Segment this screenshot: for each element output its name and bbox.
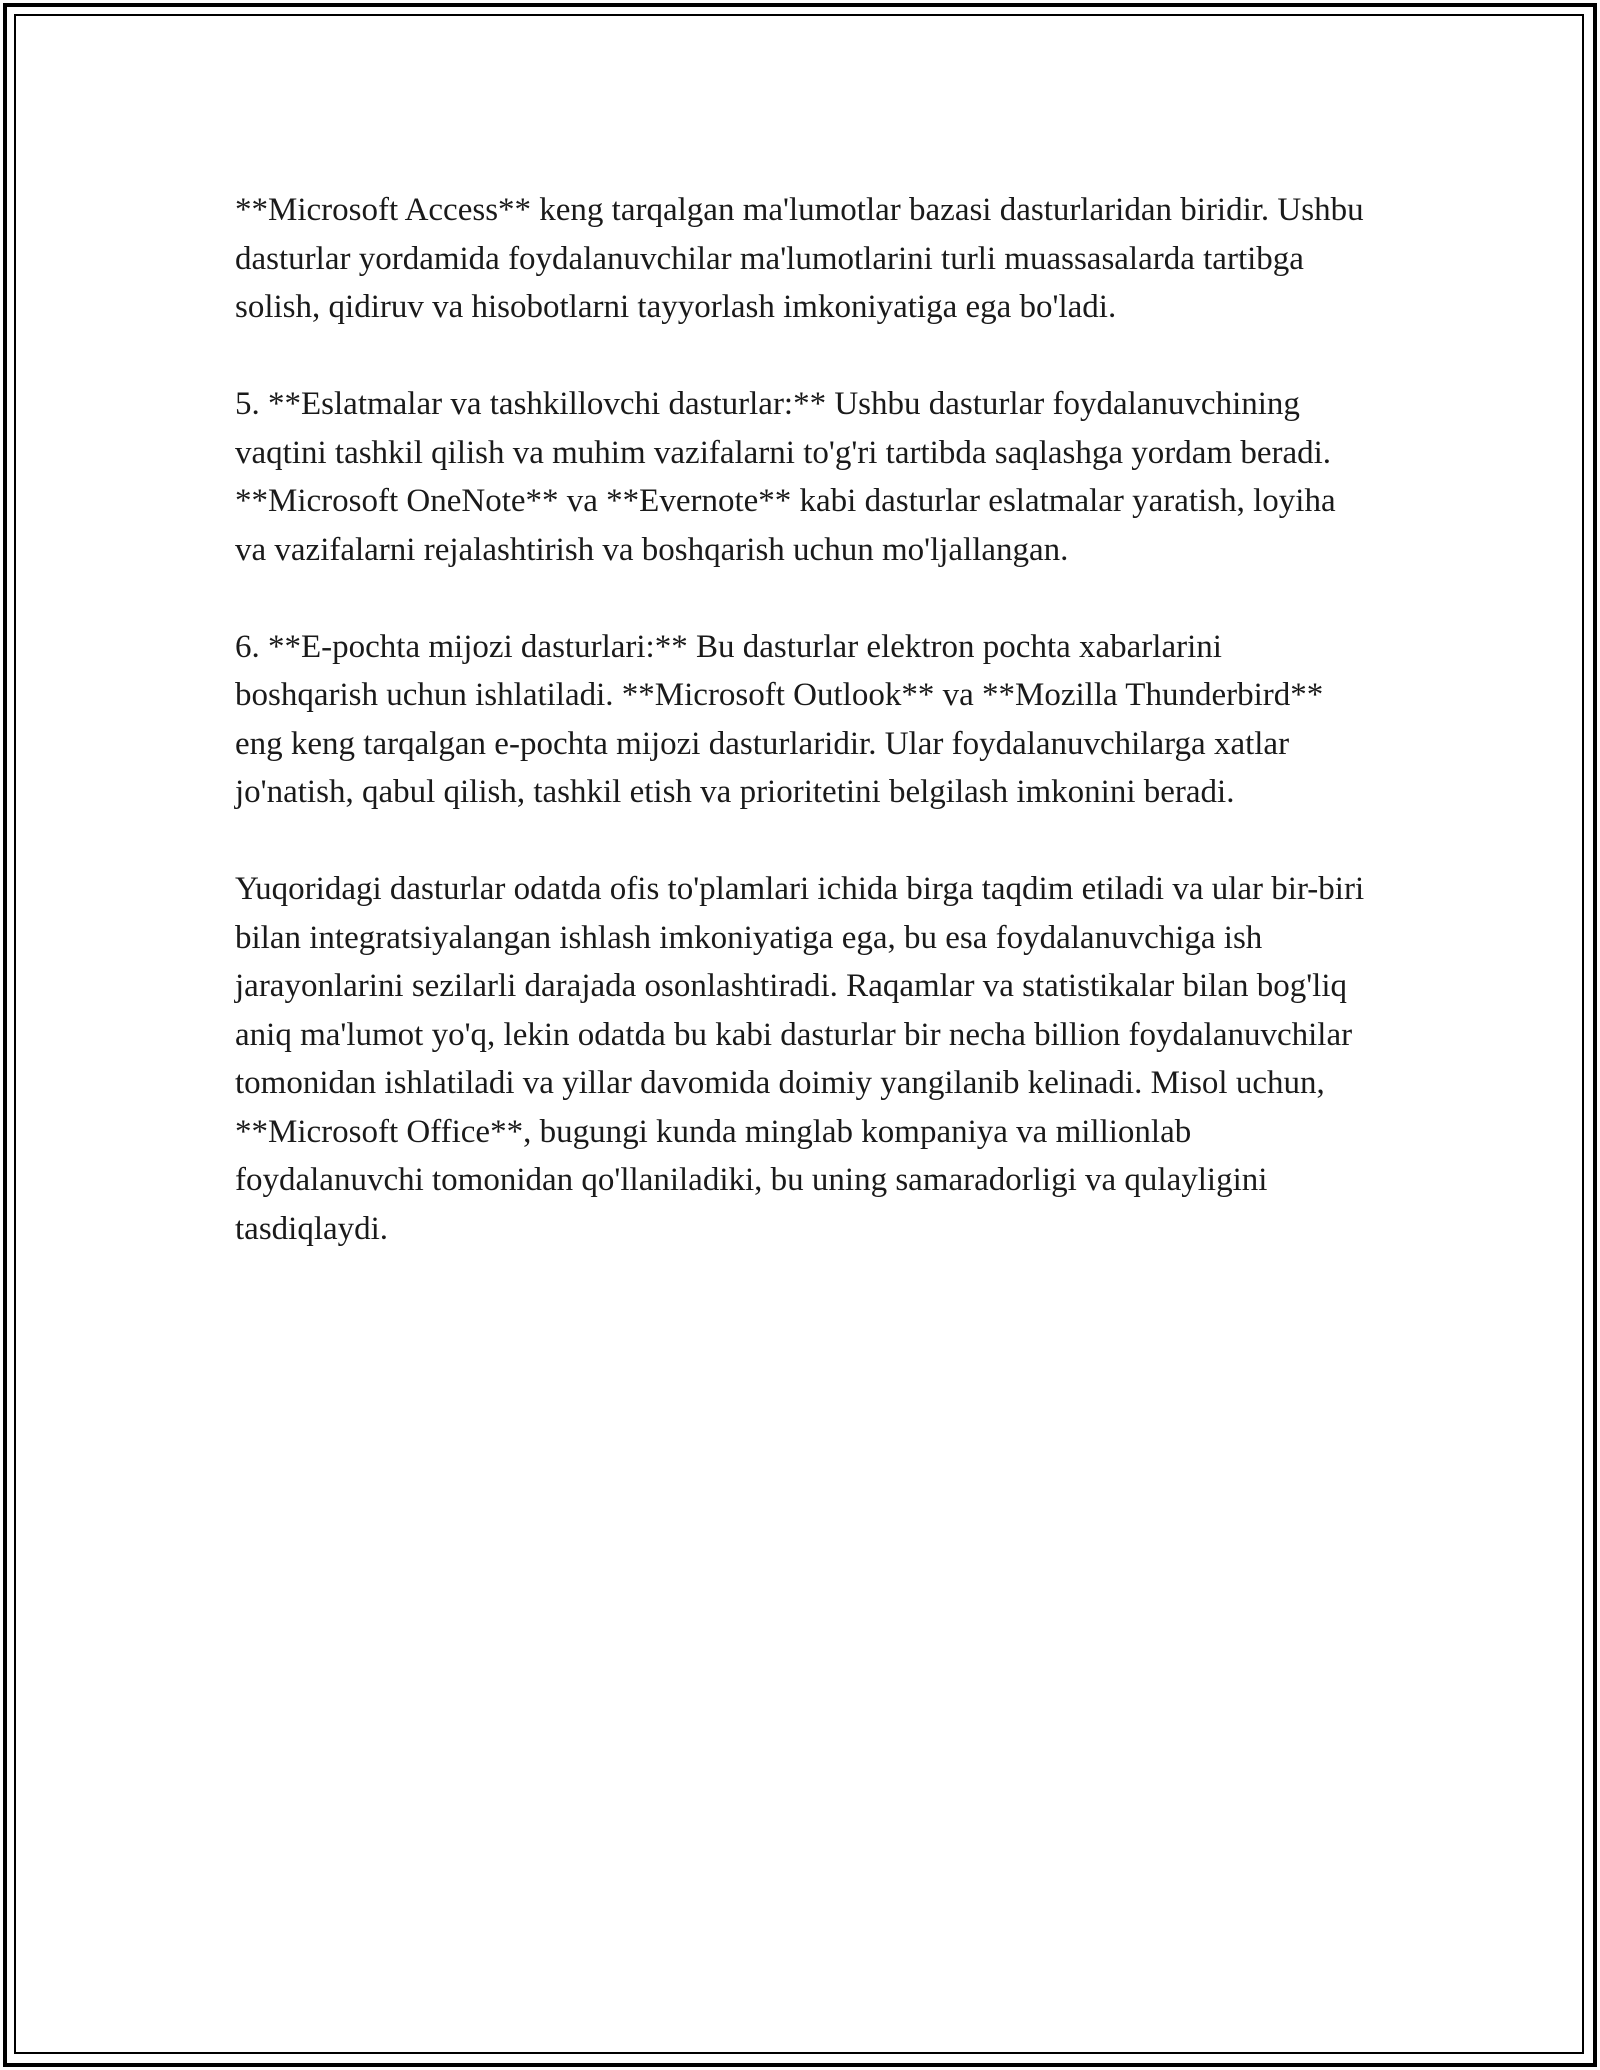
- document-body: [235, 186, 1370, 1302]
- paragraph-notes-apps: 5. **Eslatmalar va tashkillovchi dasturlar:** Ushbu dasturlar foydalanuvchining vaqtini tashkil qilish va muhim vazifalarni to'g'ri tartibda saqlashga yordam beradi. **Microsoft OneNote** va **Evernote** kabi dasturlar eslatmalar yaratish, loyiha va vazifalarni rejalashtirish va boshqarish uchun mo'ljallangan.: [235, 386, 1336, 568]
- paragraph-summary: Yuqoridagi dasturlar odatda ofis to'plamlari ichida birga taqdim etiladi va ular bir-biri bilan integratsiyalangan ishlash imkoniyatiga ega, bu esa foydalanuvchiga ish jarayonlarini sezilarli darajada osonlashtiradi. Raqamlar va statistikalar bilan bog'liq aniq ma'lumot yo'q, lekin odatda bu kabi dasturlar bir necha billion foydalanuvchilar tomonidan ishlatiladi va yillar davomida doimiy yangilanib kelinadi. Misol uchun, **Microsoft Office**, bugungi kunda minglab kompaniya va millionlab foydalanuvchi tomonidan qo'llaniladiki, bu uning samaradorligi va qulayligini tasdiqlaydi.: [235, 871, 1365, 1247]
- paragraph-access: **Microsoft Access** keng tarqalgan ma'lumotlar bazasi dasturlaridan biridir. Ushbu dasturlar yordamida foydalanuvchilar ma'lumotlarini turli muassasalarda tartibga solish, qidiruv va hisobotlarni tayyorlash imkoniyatiga ega bo'ladi.: [235, 192, 1364, 325]
- paragraph-email-clients: 6. **E-pochta mijozi dasturlari:** Bu dasturlar elektron pochta xabarlarini boshqarish uchun ishlatiladi. **Microsoft Outlook** va **Mozilla Thunderbird** eng keng tarqalgan e-pochta mijozi dasturlaridir. Ular foydalanuvchilarga xatlar jo'natish, qabul qilish, tashkil etish va prioritetini belgilash imkonini beradi.: [235, 628, 1324, 810]
